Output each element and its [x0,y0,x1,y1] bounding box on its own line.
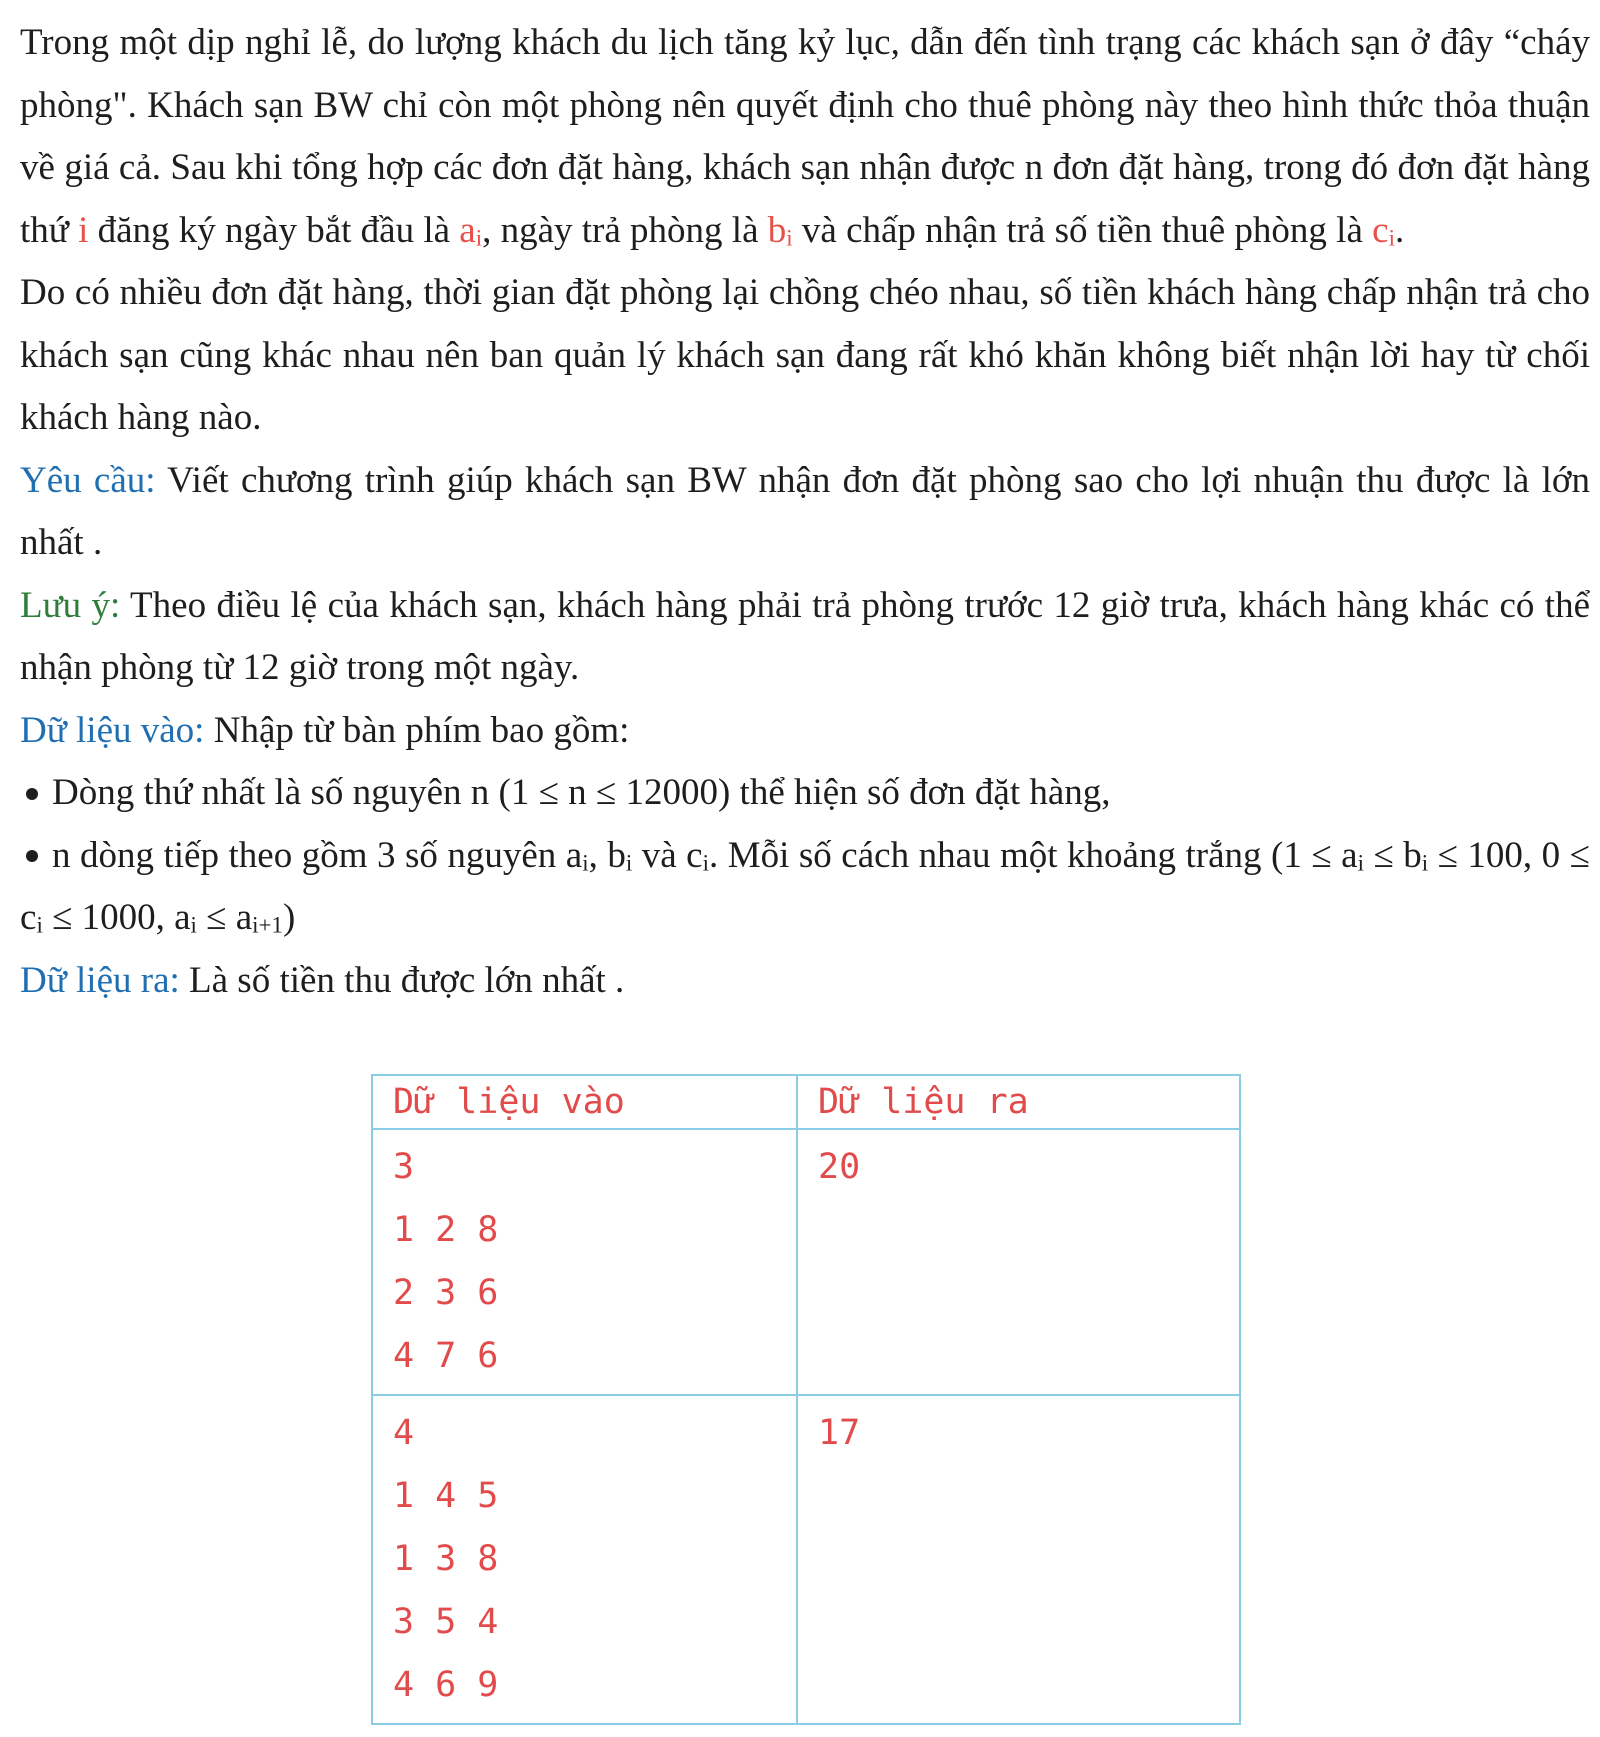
header-output: Dữ liệu ra [797,1075,1240,1129]
output-line: 17 [818,1413,861,1453]
input-line: 3 5 4 [393,1602,499,1642]
bullet-icon [26,788,38,800]
problem-paragraph: Do có nhiều đơn đặt hàng, thời gian đặt phòng lại chồng chéo nhau, số tiền khách hàng chấp nhận trả cho khách sạn cũng khác nhau nên ban quản lý khách sạn đang rất khó khăn không biết nhận lời hay từ chối khách hàng nào. [20,272,1590,438]
intro-text: , ngày trả phòng là [482,209,768,251]
example-table [371,1074,1241,1725]
note-label: Lưu ý: [20,584,121,626]
input-line: 1 4 5 [393,1476,499,1516]
input-line: 4 [393,1413,415,1453]
input-line: 4 6 9 [393,1665,499,1705]
input-line: 4 7 6 [393,1336,499,1376]
input-spec-label: Dữ liệu vào: [20,709,205,751]
table-row [372,1129,1240,1395]
var-b: $b_i$ [767,209,793,251]
intro-text: và chấp nhận trả số tiền thuê phòng là [792,209,1373,251]
input-line: 1 3 8 [393,1539,499,1579]
intro-text: đăng ký ngày bắt đầu là [88,209,460,251]
input-line: 3 [393,1147,415,1187]
requirement-text: Viết chương trình giúp khách sạn BW nhận đơn đặt phòng sao cho lợi nhuận thu được là lớn nhất . [20,459,1590,563]
intro-paragraph [20,12,1590,262]
input-spec-paragraph [20,700,1590,763]
output-line: 20 [818,1147,861,1187]
example-2-input [372,1395,797,1724]
requirement-paragraph [20,450,1590,575]
problem-statement [20,12,1590,1012]
header-input: Dữ liệu vào [372,1075,797,1129]
example-2-output [797,1395,1240,1724]
input-line: 2 3 6 [393,1273,499,1313]
intro-text: . [1394,209,1405,251]
output-spec-paragraph [20,950,1590,1013]
table-header-row [372,1075,1240,1129]
var-i: i [78,209,89,251]
note-text: Theo điều lệ của khách sạn, khách hàng phải trả phòng trước 12 giờ trưa, khách hàng khác có thể nhận phòng từ 12 giờ trong một ngày. [20,584,1590,688]
example-1-input [372,1129,797,1395]
input-spec-text: Nhập từ bàn phím bao gồm: [204,709,630,751]
intro-text: Trong một dịp nghỉ lễ, do lượng khách du lịch tăng kỷ lục, dẫn đến tình trạng các khách sạn ở đây “cháy phòng". Khách sạn BW chỉ còn một phòng nên quyết định cho thuê phòng này theo hình thức thỏa thuận về giá cả. Sau khi tổng hợp các đơn đặt hàng, khách sạn nhận được n đơn đặt hàng, trong đó đơn đặt hàng thứ [20,22,1590,251]
requirement-label: Yêu cầu: [20,459,156,501]
var-c: $c_i$ [1372,209,1395,251]
bullet-text: Dòng thứ nhất là số nguyên n (1 ≤ n ≤ 12000) thể hiện số đơn đặt hàng, [52,772,1111,813]
bullet-item-1 [20,762,1590,825]
example-1-output [797,1129,1240,1395]
bullet-item-2: n dòng tiếp theo gồm 3 số nguyên $a_i$, $b_i$ và $c_i$. Mỗi số cách nhau một khoảng trắng ($1 \le a_i \le b_i \le 100$, $0 \le c_i \le 1000$, $a_i \le a_{i+1}$) [20,834,1590,938]
output-spec-label: Dữ liệu ra: [20,959,180,1001]
table-row [372,1395,1240,1724]
note-paragraph [20,575,1590,700]
var-a: $a_i$ [459,209,483,251]
input-line: 1 2 8 [393,1210,499,1250]
output-spec-text: Là số tiền thu được lớn nhất . [179,959,625,1001]
bullet-icon [26,850,38,862]
